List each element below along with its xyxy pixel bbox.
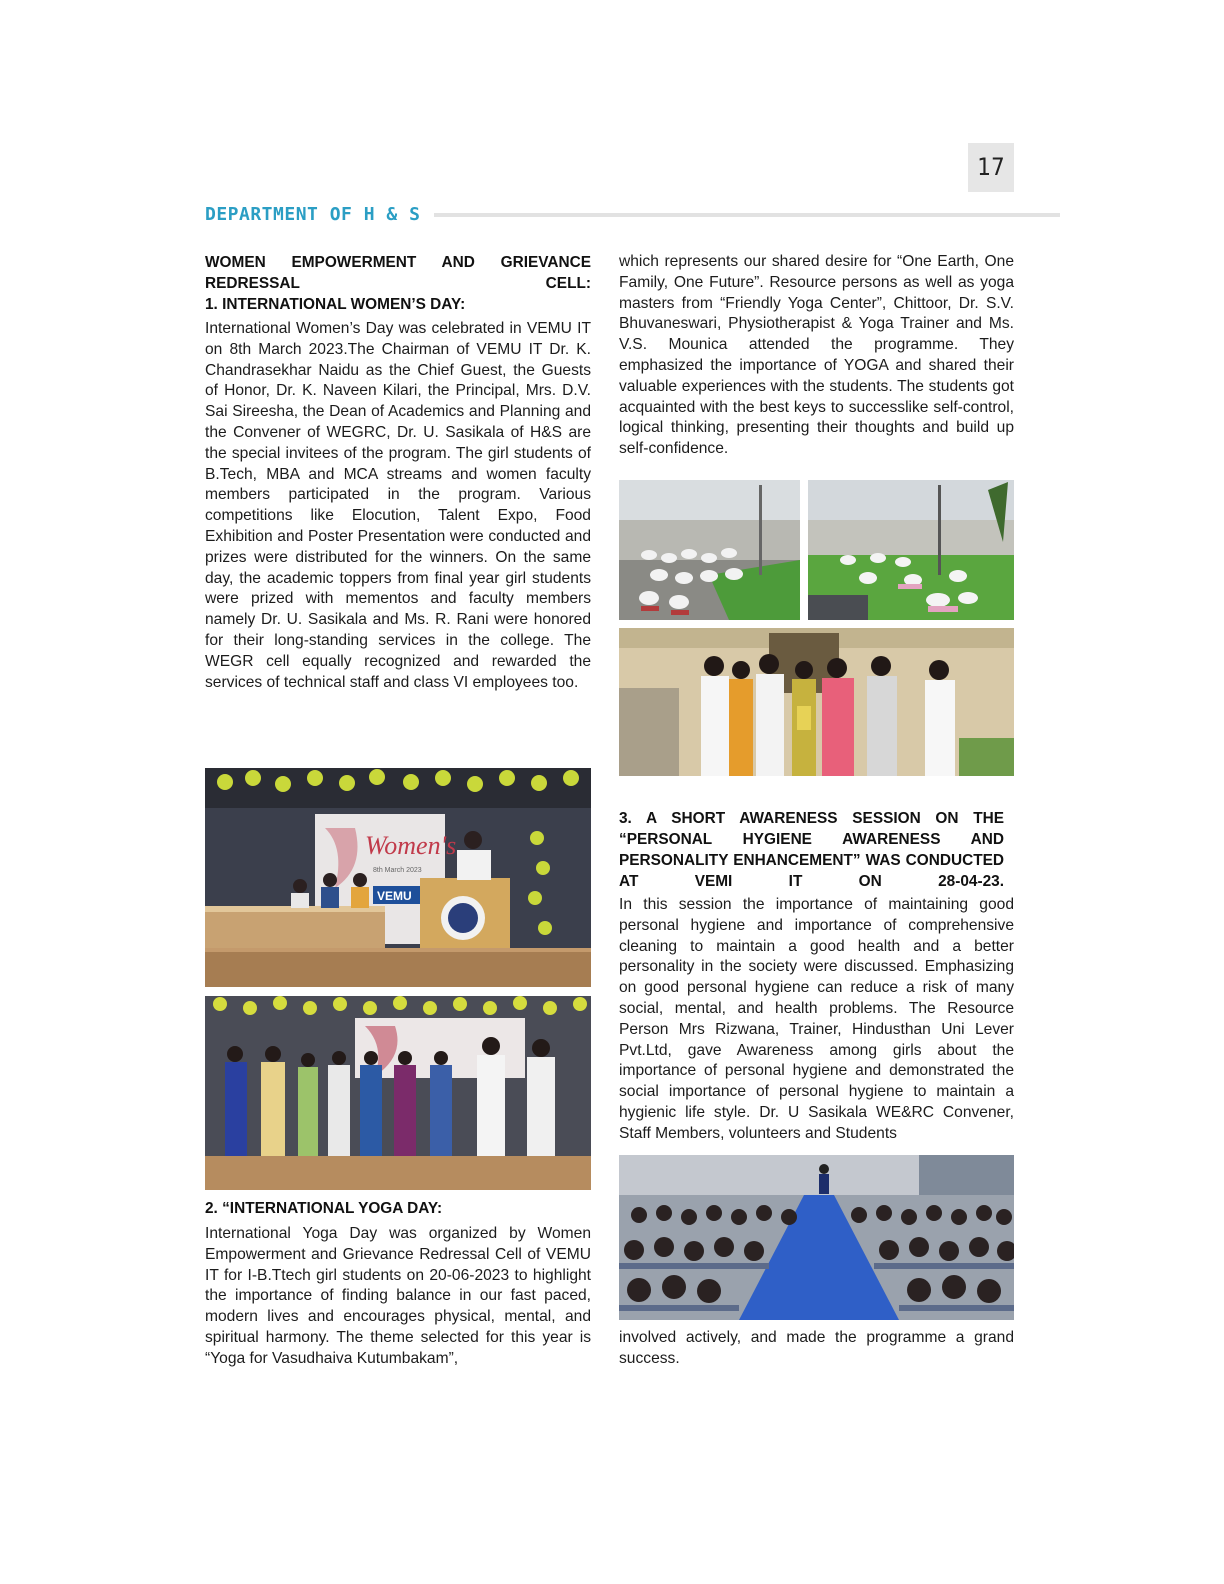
section3-closing: involved actively, and made the programme a grand success. — [619, 1329, 1014, 1367]
cell-title: WOMEN EMPOWERMENT AND GRIEVANCE REDRESSAL CELL: — [205, 254, 591, 292]
section3-heading: 3. A SHORT AWARENESS SESSION ON THE “PERSONAL HYGIENE AWARENESS AND PERSONALITY ENHANCEMENT” WAS CONDUCTED AT VEMI IT ON 28-04-23. — [619, 810, 1004, 890]
yoga-session-photo-left — [619, 480, 800, 620]
award-presentation-photo — [619, 628, 1014, 776]
banner-logo: VEMU — [377, 889, 412, 903]
section2-body: International Yoga Day was organized by Women Empowerment and Grievance Redressal Cell of VEMU IT for I-B.Ttech girl students on 20-06-2023 to highlight the importance of finding balance in our fast paced, modern lives and encourages physical, mental, and spiritual harmony. The theme selected for this year is “Yoga for Vasudhaiva Kutumbakam”, — [205, 1225, 591, 1367]
section1-body: International Women’s Day was celebrated in VEMU IT on 8th March 2023.The Chairman of VEMU IT Dr. K. Chandrasekhar Naidu as the Chief Guest, the Guests of Honor, Dr. K. Naveen Kilari, the Principal, Mrs. D.V. Sai Sireesha, the Dean of Academics and Planning and the Convener of WEGRC, Dr. U. Sasikala of H&S are the special invitees of the program. The girl students of B.Tech, MBA and MCA streams and women faculty members participated in the program. Various competitions like Elocution, Talent Expo, Food Exhibition and Poster Presentation were conducted and prizes were distributed for the winners. On the same day, the academic toppers from final year girl students were prized with mementos and faculty members namely Dr. U. Sasikala and Ms. R. Rani were honored for their long-standing services in the college. The WEGR cell equally recognized and rewarded the services of technical staff and class VI employees too. — [205, 320, 591, 691]
womens-day-group-photo — [205, 996, 591, 1190]
department-title: DEPARTMENT OF H & S — [205, 204, 421, 225]
womens-day-stage-photo — [205, 768, 591, 987]
section3-body: In this session the importance of maintaining good personal hygiene and importance of comprehensive cleaning to maintain a good health and a better personality in the society were discussed. Emphasizing on good personal hygiene can reduce a risk of many social, mental, and health problems. The Resource Person Mrs Rizwana, Trainer, Hindusthan Uni Lever Pvt.Ltd, gave Awareness among girls about the importance of personal hygiene and demonstrated the social importance of personal hygiene to maintain a hygienic life style. Dr. U Sasikala WE&RC Convener, Staff Members, volunteers and Students — [619, 896, 1014, 1142]
yoga-session-photo-right — [808, 480, 1014, 620]
banner-date: 8th March 2023 — [373, 867, 422, 874]
hygiene-session-auditorium-photo — [619, 1155, 1014, 1320]
header-divider — [434, 213, 1060, 217]
section1-heading: 1. INTERNATIONAL WOMEN’S DAY: — [205, 296, 466, 313]
page-number: 17 — [968, 143, 1014, 192]
banner-word: Women's — [365, 831, 457, 860]
section2-heading: 2. “INTERNATIONAL YOGA DAY: — [205, 1200, 443, 1217]
yoga-continuation-text: which represents our shared desire for “One Earth, One Family, One Future”. Resource persons as well as yoga masters from “Friendly Yoga Center”, Chittoor, Dr. S.V. Bhuvaneswari, Physiotherapist & Yoga Trainer and Ms. V.S. Mounica attended the programme. They emphasized the importance of YOGA and shared their valuable experiences with the students. The students got acquainted with the best keys to successlike self-control, logical thinking, presenting their thoughts and build up self-confidence. — [619, 253, 1014, 458]
